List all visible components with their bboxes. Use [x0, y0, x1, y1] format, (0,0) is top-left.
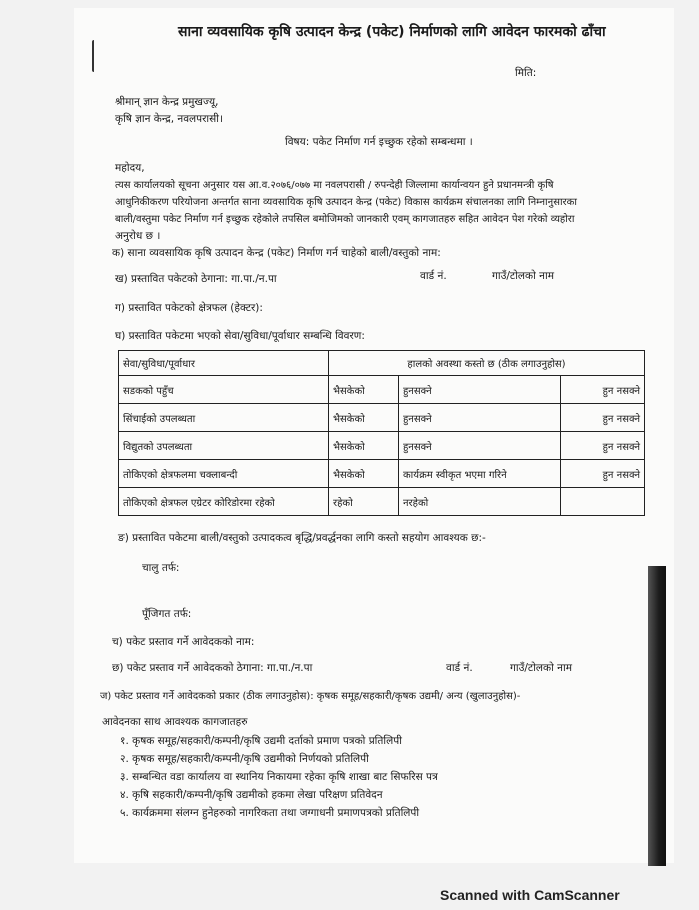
status-option: हुनसक्ने — [399, 376, 561, 404]
item-ja: ज) पकेट प्रस्ताव गर्ने आवेदकको प्रकार (ठीक लगाउनुहोस): कृषक समूह/सहकारी/कृषक उद्यमी/ अन्य (खुलाउनुहोस)- — [100, 691, 521, 702]
item-kha-village: गाउँ/टोलको नाम — [492, 270, 554, 282]
camscanner-watermark: Scanned with CamScanner — [440, 887, 620, 903]
item-chha-village: गाउँ/टोलको नाम — [510, 662, 572, 674]
table-row — [119, 488, 645, 516]
subject-line: विषय: पकेट निर्माण गर्न इच्छुक रहेको सम्बन्धमा । — [285, 136, 473, 148]
document-item: ५. कार्यक्रममा संलग्न हुनेहरुको नागरिकता तथा जग्गाधनी प्रमाणपत्रको प्रतिलिपी — [120, 807, 420, 819]
date-label: मिति: — [515, 67, 537, 79]
status-option: भैसकेको — [329, 404, 399, 432]
item-ka: क) साना व्यवसायिक कृषि उत्पादन केन्द्र (पकेट) निर्माण गर्न चाहेको बाली/वस्तुको नाम: — [112, 247, 441, 259]
addressee-line-1: श्रीमान् ज्ञान केन्द्र प्रमुखज्यू, — [115, 96, 219, 108]
table-row — [119, 404, 645, 432]
item-cha: च) पकेट प्रस्ताव गर्ने आवेदकको नाम: — [112, 636, 255, 648]
document-item: १. कृषक समूह/सहकारी/कम्पनी/कृषि उद्यमी दर्ताको प्रमाण पत्रको प्रतिलिपी — [120, 735, 402, 747]
facility-table — [118, 350, 645, 516]
item-gha: घ) प्रस्तावित पकेटमा भएको सेवा/सुविधा/पूर्वाधार सम्बन्धि विवरण: — [115, 330, 365, 342]
status-option — [561, 488, 645, 516]
body-line-1: त्यस कार्यालयको सूचना अनुसार यस आ.व.२०७६/०७७ मा नवलपरासी / रुपन्देही जिल्लामा कार्यान्वयन हुने प्रधानमन्त्री कृषि — [115, 180, 554, 191]
addressee-line-2: कृषि ज्ञान केन्द्र, नवलपरासी। — [115, 113, 223, 125]
facility-name: तोकिएको क्षेत्रफलमा चक्लाबन्दी — [119, 460, 329, 488]
document-item: ४. कृषि सहकारी/कम्पनी/कृषि उद्यमीको हकमा लेखा परिक्षण प्रतिवेदन — [120, 789, 383, 801]
scan-dark-edge — [648, 566, 666, 866]
body-line-2: आधुनिकीकरण परियोजना अन्तर्गत साना व्यवसायिक कृषि उत्पादन केन्द्र (पकेट) विकास कार्यक्रम संचालनका लागि निम्नानुसारका — [115, 197, 577, 208]
document-item: ३. सम्बन्धित वडा कार्यालय वा स्थानिय निकायमा रहेका कृषि शाखा बाट सिफरिस पत्र — [120, 771, 438, 783]
capital-side-label: पूँजिगत तर्फ: — [142, 608, 192, 620]
status-option: भैसकेको — [329, 460, 399, 488]
status-option: हुन नसक्ने — [561, 432, 645, 460]
body-line-3: बाली/वस्तुमा पकेट निर्माण गर्न इच्छुक रहेकोले तपसिल बमोजिमको जानकारी एवम् कागजातहरु सहित आवेदन पेश गरेको व्यहोरा — [115, 214, 575, 225]
facility-name: तोकिएको क्षेत्रफल एग्रेटर कोरिडोरमा रहेको — [119, 488, 329, 516]
status-option: भैसकेको — [329, 432, 399, 460]
binder-mark — [92, 40, 98, 72]
facility-name: विद्युतको उपलब्धता — [119, 432, 329, 460]
status-option: नरहेको — [399, 488, 561, 516]
status-option: रहेको — [329, 488, 399, 516]
facility-name: सिंचाईको उपलब्धता — [119, 404, 329, 432]
item-chha-ward: वार्ड नं. — [446, 662, 473, 674]
form-title: साना व्यवसायिक कृषि उत्पादन केन्द्र (पकेट) निर्माणको लागि आवेदन फारमको ढाँचा — [178, 24, 606, 40]
status-option: हुनसक्ने — [399, 432, 561, 460]
status-option: हुन नसक्ने — [561, 404, 645, 432]
item-kha: ख) प्रस्तावित पकेटको ठेगाना: गा.पा./न.पा — [115, 273, 277, 285]
header-status: हालको अवस्था कस्तो छ (ठीक लगाउनुहोस) — [329, 351, 645, 376]
status-option: भैसकेको — [329, 376, 399, 404]
item-ga: ग) प्रस्तावित पकेटको क्षेत्रफल (हेक्टर): — [115, 302, 263, 314]
body-line-4: अनुरोध छ । — [115, 230, 161, 242]
table-row — [119, 432, 645, 460]
current-side-label: चालु तर्फ: — [142, 562, 180, 574]
table-row — [119, 376, 645, 404]
item-kha-ward: वार्ड नं. — [420, 270, 447, 282]
item-nga: ङ) प्रस्तावित पकेटमा बाली/वस्तुको उत्पादकत्व बृद्धि/प्रवर्द्धनका लागि कस्तो सहयोग आवश्यक छ:- — [118, 532, 486, 544]
document-item: २. कृषक समूह/सहकारी/कम्पनी/कृषि उद्यमीको निर्णयको प्रतिलिपी — [120, 753, 369, 765]
table-header-row — [119, 351, 645, 376]
status-option: हुनसक्ने — [399, 404, 561, 432]
facility-name: सडकको पहुँच — [119, 376, 329, 404]
status-option: हुन नसक्ने — [561, 460, 645, 488]
item-chha: छ) पकेट प्रस्ताव गर्ने आवेदकको ठेगाना: गा.पा./न.पा — [112, 662, 313, 674]
table-row — [119, 460, 645, 488]
salutation: महोदय, — [115, 162, 145, 174]
status-option: कार्यक्रम स्वीकृत भएमा गरिने — [399, 460, 561, 488]
status-option: हुन नसक्ने — [561, 376, 645, 404]
documents-heading: आवेदनका साथ आवश्यक कागजातहरु — [102, 716, 248, 728]
header-facility: सेवा/सुविधा/पूर्वाधार — [119, 351, 329, 376]
